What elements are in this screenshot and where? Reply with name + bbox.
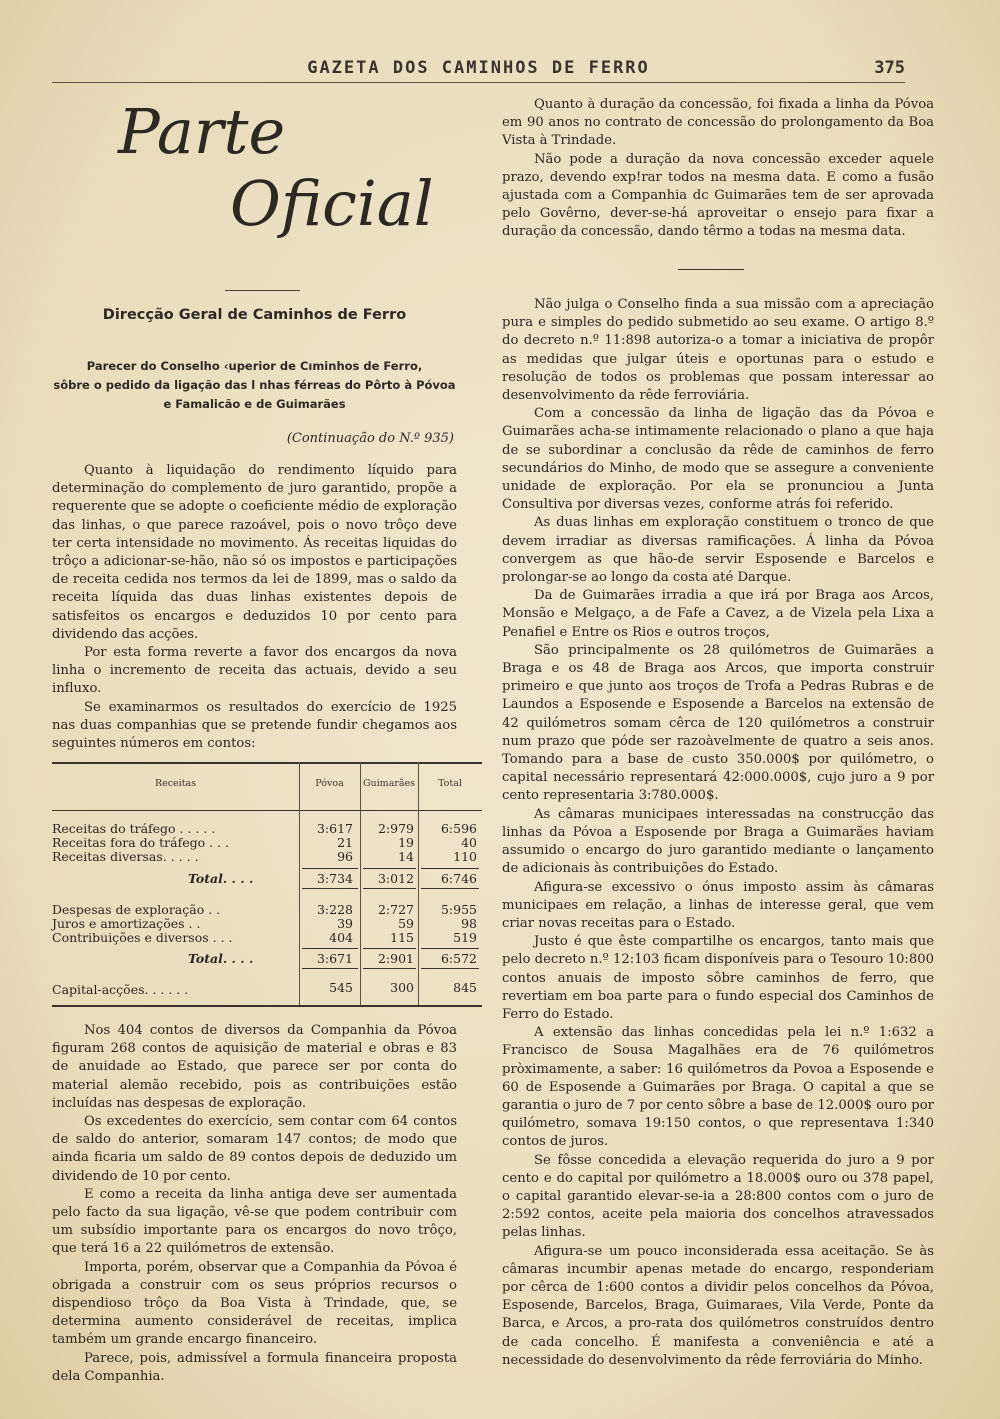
paragraph: Quanto à liquidação do rendimento líquido para determinação do complemento de juro garantido, propõe a requerente que se adopte o coeficiente médio de exploração das linhas, o que parece razoável, pois o novo trôço deve ter certa intensidade no movimento. Ás receitas liquidas do trôço a adicionar-se-hão, não só os impostos e participações de receita cedida nos termos da lei de 1899, mas o saldo da receita líquida das duas linhas existentes depois de satisfeitos os encargos e deduzidos 10 por cento para dividendo das acções. — [52, 463, 457, 642]
paragraph: As duas linhas em exploração constituem o tronco de que devem irradiar as diversas ramificações. Á linha da Póvoa convergem as que hão-de servir Esposende e Barcelos e prolongar-se ao longo da costa até Darque. — [502, 515, 934, 586]
table-bottom-rule — [52, 1005, 482, 1007]
continuation-note: (Continuação do N.º 935) — [286, 431, 454, 446]
paragraph: Se examinarmos os resultados do exercício de 1925 nas duas companhias que se pretende fundir chegamos aos seguintes números em contos: — [52, 699, 457, 752]
table-total-cell: 2:901 — [377, 951, 414, 966]
table-cell: 96 — [337, 849, 353, 864]
masthead-line-1: Parte — [118, 95, 286, 168]
table-cell: 110 — [453, 849, 477, 864]
article-subtitle — [52, 357, 457, 414]
table-cell: 300 — [390, 980, 414, 995]
table-total-label: Total. . . . — [188, 871, 254, 886]
sum-rule — [302, 948, 358, 949]
section-divider — [678, 269, 744, 270]
table-cell: 6:596 — [440, 821, 477, 836]
table-cell: 3:617 — [316, 821, 353, 836]
table-header-total: Total — [438, 778, 462, 789]
table-header-guimaraes: Guimarães — [362, 778, 416, 789]
sum-rule — [363, 948, 416, 949]
left-column-body-top — [52, 462, 457, 753]
paragraph: Não pode a duração da nova concessão exceder aquele prazo, devendo exp!rar todos na mesma data. E como a fusão ajustada com a Companhia dc Guimarães tem de ser aprovada pelo Govêrno, dever-se-há aproveitar o ensejo para fixar a duração da concessão, dando têrmo a todas na mesma data. — [502, 151, 934, 240]
paragraph: Da de Guimarães irradia a que irá por Braga aos Arcos, Monsão e Melgaço, a de Fafe a Cavez, a de Vizela pela Lixa a Penafiel e Entre os Rios e outros troços, — [502, 588, 934, 640]
section-masthead — [110, 95, 440, 275]
right-column-body-bottom — [502, 296, 934, 1370]
paragraph: E como a receita da linha antiga deve ser aumentada pelo facto da sua ligação, vê-se que podem contribuir com um subsídio importante para os encargos do novo trôço, que terá 16 a 22 quilómetros de extensão. — [52, 1186, 457, 1257]
paragraph: Afigura-se excessivo o ónus imposto assim às câmaras municipaes em relação, a linhas de interesse geral, que vem criar novas receitas para o Estado. — [502, 879, 934, 931]
paragraph: Por esta forma reverte a favor dos encargos da nova linha o incremento de receita das actuais, devido a seu influxo. — [52, 645, 457, 697]
sum-rule — [421, 868, 479, 869]
paragraph: Justo é que êste compartilhe os encargos, tanto mais que pelo decreto n.º 12:103 ficam disponíveis para o Tesouro 10:800 contos anuais de imposto sôbre caminhos de ferro, que revertiam em boa parte para o fundo especial dos Caminhos de Ferro do Estado. — [502, 934, 934, 1022]
sum-rule — [421, 968, 479, 969]
paragraph: A extensão das linhas concedidas pela lei n.º 1:632 a Francisco de Sousa Magalhães era de 76 quilómetros pròximamente, a saber: 16 quilómetros da Povoa a Esposende e 60 de Esposende a Guimarães por Braga. O capital a que se garantia o juro de 7 por cento sôbre a base de 12.000$ ouro por quilómetro, somava 19:150 contos, o que representava 1:340 contos de juros. — [502, 1025, 934, 1150]
paragraph: Quanto à duração da concessão, foi fixada a linha da Póvoa em 90 anos no contrato de concessão do prolongamento da Boa Vista à Trindade. — [502, 97, 934, 149]
section-title: Direcção Geral de Caminhos de Ferro — [102, 307, 407, 323]
table-row-label: Despesas de exploração . . — [52, 902, 221, 917]
table-cell: 39 — [337, 916, 353, 931]
table-column-divider — [418, 762, 419, 1005]
paragraph: Os excedentes do exercício, sem contar com 64 contos de saldo do anterior, somaram 147 contos; de modo que ainda ficaria um saldo de 89 contos depois de deduzido um dividendo de 10 por cento. — [52, 1114, 457, 1184]
table-cell: 545 — [329, 980, 353, 995]
paragraph: As câmaras municipaes interessadas na construcção das linhas da Póvoa a Esposende por Braga a Guimarães haviam assumido o encargo do juro garantido mediante o lançamento de adicionais às contribuições do Estado. — [502, 806, 934, 877]
sum-rule — [302, 968, 358, 969]
journal-title: GAZETA DOS CAMINHOS DE FERRO — [307, 58, 650, 78]
masthead-divider — [225, 290, 300, 291]
table-cell: 40 — [461, 835, 477, 850]
table-row-label: Receitas do tráfego . . . . . — [52, 821, 216, 836]
table-cell: 59 — [398, 916, 414, 931]
paragraph: Parece, pois, admissível a formula financeira proposta dela Companhia. — [52, 1350, 457, 1384]
table-row-label: Receitas fora do tráfego . . . — [52, 835, 229, 850]
sum-rule — [302, 868, 358, 869]
table-total-cell: 3:012 — [377, 871, 414, 886]
table-cell: 3:228 — [316, 902, 353, 917]
sum-rule — [302, 888, 358, 889]
table-cell: 5:955 — [440, 902, 477, 917]
table-total-cell: 3:671 — [316, 951, 353, 966]
table-cell: 845 — [453, 980, 477, 995]
paragraph: Importa, porém, observar que a Companhia da Póvoa é obrigada a construir com os seus próprios recursos o dispendioso trôço da Boa Vista à Trindade, que, se determina aumento considerável de receitas, implica também um grande encargo financeiro. — [52, 1259, 457, 1348]
table-cell: 115 — [390, 930, 414, 945]
table-cell: 14 — [398, 849, 414, 864]
page-header — [52, 56, 905, 83]
sum-rule — [421, 948, 479, 949]
table-header-label: Receitas — [154, 778, 197, 789]
subtitle-line-2: sôbre o pedido da ligação das l nhas férreas do Pôrto à Póvoa — [53, 378, 456, 392]
table-header-povoa: Póvoa — [315, 778, 344, 789]
paragraph: São principalmente os 28 quilómetros de Guimarães a Braga e os 48 de Braga aos Arcos, que importa construir primeiro e que junto aos troços de Trofa a Pedras Rubras e de Laundos a Esposende e Esposende a Barcelos na extensão de 42 quilómetros somam cêrca de 120 quilómetros a construir num prazo que póde ser razoàvelmente de quatro a seis anos. Tomando para a base de custo 350.000$ por quilómetro, o capital necessário representará 42:000.000$, cujo juro a 9 por cento representaria 3:780.000$. — [502, 642, 934, 804]
masthead-line-2: Oficial — [230, 167, 434, 240]
table-cell: 404 — [329, 930, 353, 945]
table-row-label: Capital-acções. . . . . . — [52, 982, 189, 997]
page-number: 375 — [874, 58, 905, 78]
sum-rule — [363, 868, 416, 869]
subtitle-line-3: e Famalicão e de Guimarães — [163, 397, 346, 411]
paragraph: Afigura-se um pouco inconsiderada essa aceitação. Se às câmaras incumbir apenas metade do encargo, responderiam por cêrca de 1:600 contos a dividir pelos concelhos da Póvoa, Esposende, Barcelos, Braga, Guimaraes, Vila Verde, Ponte da Barca, e Arcos, a pro-rata dos quilómetros construídos dentro de cada concelho. É manifesta a conveniência e até a necessidade do desenvolvimento da rêde ferroviária do Minho. — [502, 1243, 934, 1368]
left-column-body-bottom — [52, 1022, 457, 1386]
table-total-label: Total. . . . — [188, 951, 254, 966]
table-cell: 519 — [453, 930, 477, 945]
table-row-label: Receitas diversas. . . . . — [52, 849, 199, 864]
sum-rule — [363, 968, 416, 969]
sum-rule — [421, 888, 479, 889]
paragraph: Não julga o Conselho finda a sua missão com a apreciação pura e simples do pedido submetido ao seu exame. O artigo 8.º do decreto n.º 11:898 autoriza-o a tomar a iniciativa de propôr as medidas que julgar úteis e oportunas para o estudo e resolução de todos os problemas que possam interessar ao desenvolvimento da rêde ferroviária. — [502, 297, 934, 404]
table-cell: 2:979 — [377, 821, 414, 836]
right-column-body-top — [502, 96, 934, 242]
paragraph: Se fôsse concedida a elevação requerida do juro a 9 por cento e do capital por quilómetro a 18.000$ ouro ou 378 papel, o capital garantido elevar-se-ia a 28:800 contos com o juro de 2:592 contos, aceite pela maioria dos concelhos atravessados pelas linhas. — [502, 1152, 934, 1241]
table-cell: 19 — [398, 835, 414, 850]
table-row-label: Juros e amortizações . . — [52, 916, 201, 931]
sum-rule — [363, 888, 416, 889]
table-cell: 21 — [337, 835, 353, 850]
table-total-cell: 6:572 — [440, 951, 477, 966]
paragraph: Com a concessão da linha de ligação das da Póvoa e Guimarães acha-se intimamente relacionado o plano a que haja de se subordinar a conclusão da rêde de caminhos de ferro secundários do Minho, de modo que se assegure a conveniente unidade de exploração. Por ela se pronunciou a Junta Consultiva por diversas vezes, conforme atrás foi referido. — [502, 406, 934, 513]
table-cell: 2:727 — [377, 902, 414, 917]
paragraph: Nos 404 contos de diversos da Companhia da Póvoa figuram 268 contos de aquisição de material e obras e 83 de anuidade ao Estado, que parece ser por conta do material alemão recebido, pois as contribuições estão incluídas nas despesas de exploração. — [52, 1023, 457, 1111]
table-total-cell: 3:734 — [316, 871, 353, 886]
table-row-label: Contribuições e diversos . . . — [52, 930, 233, 945]
table-cell: 98 — [461, 916, 477, 931]
subtitle-line-1: Parecer do Conselho ‹uperior de Cıminhos de Ferro, — [86, 359, 423, 373]
table-total-cell: 6:746 — [440, 871, 477, 886]
